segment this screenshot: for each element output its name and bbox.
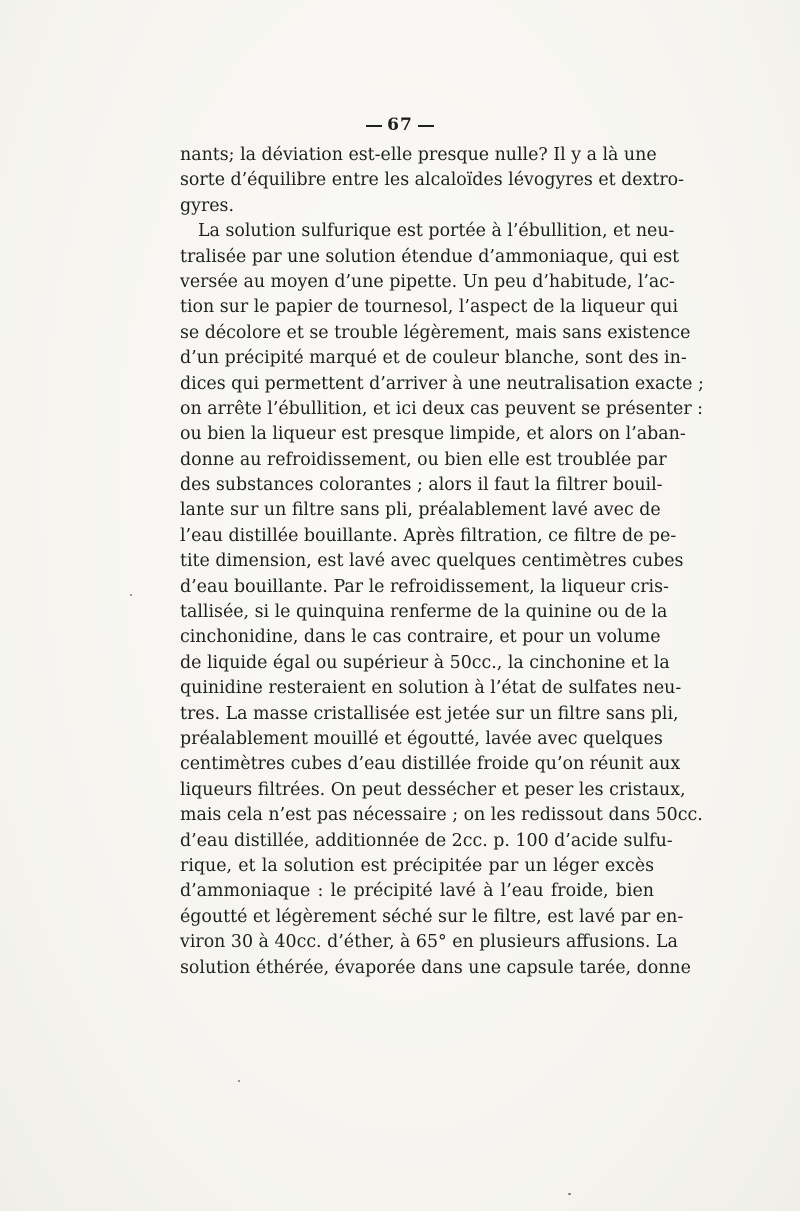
left-dash (366, 125, 382, 127)
text-line: se décolore et se trouble légèrement, mais sans existence (180, 322, 691, 343)
text-line: versée au moyen d’une pipette. Un peu d’habitude, l’ac- (180, 271, 675, 292)
paper-speck (130, 594, 132, 596)
text-line: des substances colorantes ; alors il faut la filtrer bouil- (180, 475, 663, 496)
text-line: La solution sulfurique est portée à l’ébullition, et neu- (198, 221, 675, 242)
text-line: tite dimension, est lavé avec quelques centimètres cubes (180, 551, 684, 572)
body-text (180, 143, 704, 981)
text-line: l’eau distillée bouillante. Après filtration, ce filtre de pe- (180, 525, 677, 546)
text-line: rique, et la solution est précipitée par un léger excès (180, 855, 654, 876)
text-line: cinchonidine, dans le cas contraire, et pour un volume (180, 627, 661, 648)
text-line: solution éthérée, évaporée dans une capsule tarée, donne (180, 957, 691, 978)
text-line: tallisée, si le quinquina renferme de la quinine ou de la (180, 602, 668, 623)
text-line: on arrête l’ébullition, et ici deux cas peuvent se présenter : (180, 398, 704, 419)
text-line: tres. La masse cristallisée est jetée sur un filtre sans pli, (180, 703, 679, 724)
page-number (0, 115, 800, 135)
page-number-value: 67 (387, 115, 413, 135)
text-line: quinidine resteraient en solution à l’état de sulfates neu- (180, 678, 682, 699)
text-line: donne au refroidissement, ou bien elle est troublée par (180, 449, 667, 470)
text-line: sorte d’équilibre entre les alcaloïdes lévogyres et dextro- (180, 170, 685, 191)
text-line: tralisée par une solution étendue d’ammoniaque, qui est (180, 246, 680, 267)
text-line: tion sur le papier de tournesol, l’aspect de la liqueur qui (180, 297, 679, 318)
text-line: d’eau distillée, additionnée de 2cc. p. 100 d’acide sulfu- (180, 830, 673, 851)
text-line: d’un précipité marqué et de couleur blanche, sont des in- (180, 348, 687, 369)
text-line: dices qui permettent d’arriver à une neutralisation exacte ; (180, 373, 704, 394)
text-line: centimètres cubes d’eau distillée froide qu’on réunit aux (180, 754, 681, 775)
paper-speck (568, 1193, 571, 1195)
text-line: liqueurs filtrées. On peut dessécher et peser les cristaux, (180, 779, 686, 800)
text-line: mais cela n’est pas nécessaire ; on les redissout dans 50cc. (180, 805, 703, 826)
text-line: ou bien la liqueur est presque limpide, et alors on l’aban- (180, 424, 686, 445)
text-line: de liquide égal ou supérieur à 50cc., la cinchonine et la (180, 652, 670, 673)
right-dash (418, 125, 434, 127)
text-line: d’eau bouillante. Par le refroidissement, la liqueur cris- (180, 576, 669, 597)
text-line: égoutté et légèrement séché sur le filtre, est lavé par en- (180, 906, 684, 927)
text-line: nants; la déviation est-elle presque nulle? Il y a là une (180, 145, 657, 165)
paper-speck (238, 1080, 240, 1082)
text-line: d’ammoniaque : le précipité lavé à l’eau froide, bien (180, 881, 654, 902)
text-line: préalablement mouillé et égoutté, lavée avec quelques (180, 728, 663, 749)
text-line: gyres. (180, 195, 235, 216)
text-line: viron 30 à 40cc. d’éther, à 65° en plusieurs affusions. La (180, 932, 678, 953)
text-line: lante sur un filtre sans pli, préalablement lavé avec de (180, 500, 661, 521)
